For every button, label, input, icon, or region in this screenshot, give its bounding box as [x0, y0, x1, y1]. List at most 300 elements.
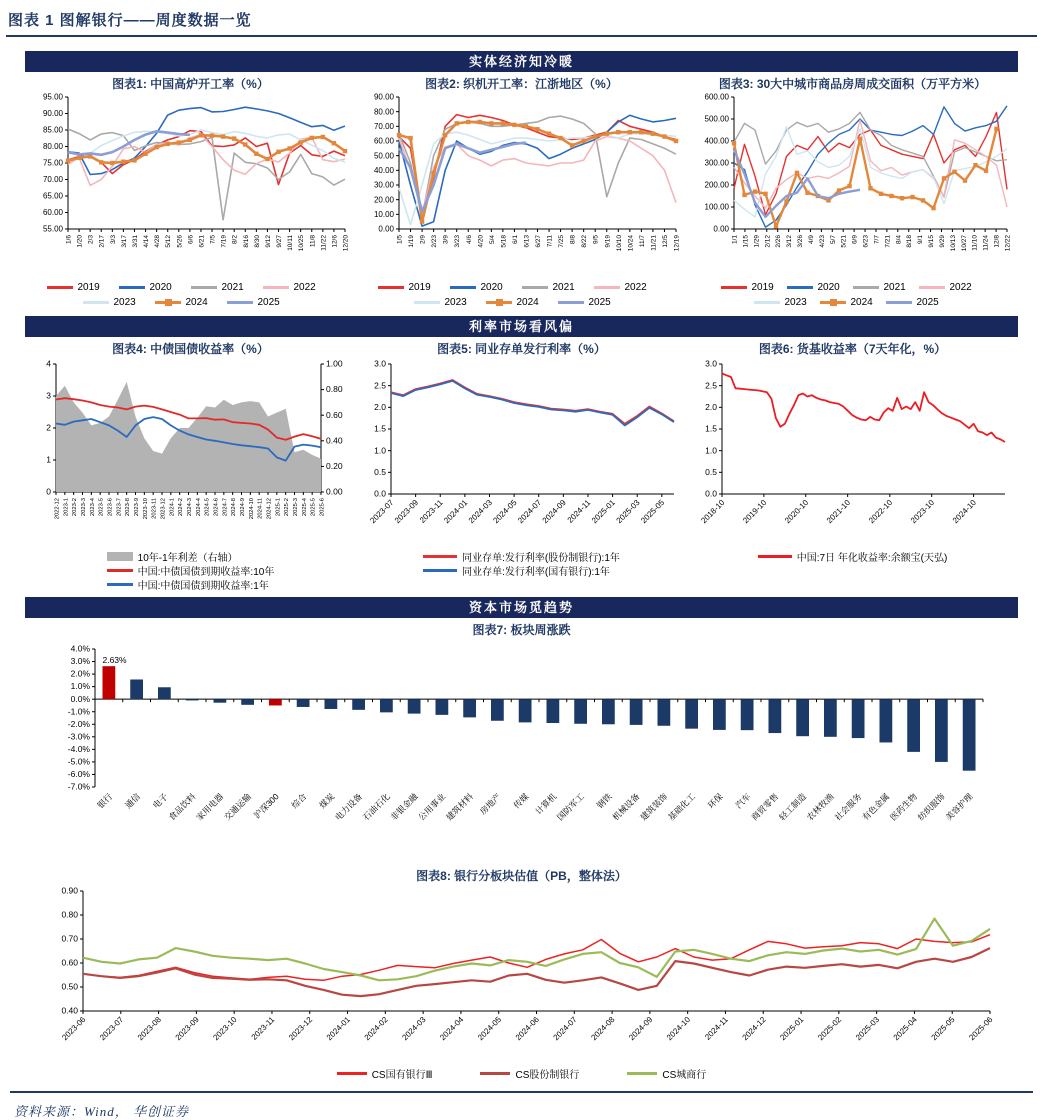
svg-text:70.00: 70.00: [42, 175, 63, 185]
svg-text:1.5: 1.5: [705, 423, 717, 434]
legend-line-swatch: [263, 286, 289, 289]
svg-text:200.00: 200.00: [704, 180, 729, 190]
svg-text:9/19: 9/19: [604, 235, 612, 248]
legend-line-swatch: [853, 286, 879, 289]
svg-text:2025-05: 2025-05: [639, 498, 667, 526]
svg-text:2: 2: [46, 422, 51, 433]
legend-label: 2019: [751, 282, 774, 293]
legend-item: [107, 577, 275, 591]
legend-item: [107, 549, 275, 563]
svg-text:2024-7: 2024-7: [222, 498, 229, 517]
svg-text:2023-10: 2023-10: [211, 1015, 239, 1043]
legend-line-swatch: [627, 1072, 657, 1075]
legend-line-swatch: [119, 286, 145, 289]
legend-line-swatch: [337, 1072, 367, 1075]
legend-item: [594, 280, 666, 295]
svg-text:0: 0: [46, 486, 51, 497]
svg-text:10/10: 10/10: [615, 235, 623, 252]
svg-text:2025-03: 2025-03: [614, 498, 642, 526]
svg-text:2024-08: 2024-08: [589, 1015, 617, 1043]
svg-text:8/2: 8/2: [231, 235, 239, 245]
svg-text:3.0: 3.0: [374, 358, 386, 369]
source-note: 资料来源：Wind， 华创证券: [14, 1104, 189, 1119]
svg-text:2022-12: 2022-12: [54, 498, 61, 520]
svg-text:60.00: 60.00: [42, 208, 63, 218]
svg-text:1.00: 1.00: [326, 358, 343, 369]
svg-text:95.00: 95.00: [42, 92, 63, 102]
svg-text:5/21: 5/21: [840, 235, 848, 248]
svg-text:3.0: 3.0: [705, 358, 717, 369]
svg-text:-3.0%: -3.0%: [67, 731, 90, 742]
svg-text:80.00: 80.00: [42, 142, 63, 152]
svg-text:6/9: 6/9: [851, 235, 859, 245]
svg-text:3/26: 3/26: [797, 235, 805, 248]
svg-text:2024-3: 2024-3: [187, 498, 193, 517]
legend-item: [486, 295, 558, 310]
legend-line-swatch: [594, 286, 620, 289]
svg-text:建筑装饰: 建筑装饰: [637, 791, 669, 823]
svg-text:2.63%: 2.63%: [101, 655, 127, 666]
svg-text:3.0%: 3.0%: [70, 656, 90, 667]
legend-item: [83, 295, 155, 310]
svg-text:11/10: 11/10: [971, 235, 979, 251]
svg-text:7/11: 7/11: [546, 235, 554, 248]
svg-text:0.5: 0.5: [705, 466, 717, 477]
legend-line-swatch: [486, 301, 512, 304]
svg-text:3/31: 3/31: [131, 235, 139, 248]
svg-text:2024-01: 2024-01: [442, 498, 470, 526]
svg-text:5/4: 5/4: [488, 235, 496, 245]
svg-text:11/22: 11/22: [320, 235, 328, 251]
svg-text:0.80: 0.80: [326, 384, 343, 395]
svg-text:2.5: 2.5: [374, 380, 386, 391]
svg-text:12/8: 12/8: [993, 235, 1001, 248]
svg-text:食品饮料: 食品饮料: [165, 791, 198, 823]
section-header-economy: 实体经济知冷暖: [25, 51, 1018, 72]
svg-text:0.0: 0.0: [705, 488, 717, 499]
legend-label: 2024: [516, 297, 539, 308]
title-divider: [6, 35, 1037, 37]
svg-text:8/30: 8/30: [253, 235, 261, 248]
svg-text:500.00: 500.00: [704, 114, 729, 124]
svg-text:公用事业: 公用事业: [415, 791, 447, 823]
legend-item: [480, 1066, 579, 1081]
svg-text:90.00: 90.00: [42, 109, 63, 119]
legend-line-swatch: [450, 286, 476, 289]
legend-item: [119, 280, 191, 295]
svg-text:医药生物: 医药生物: [887, 791, 919, 823]
svg-text:0.80: 0.80: [61, 909, 78, 920]
legend-line-swatch: [414, 301, 440, 304]
legend-label: 同业存单:发行利率(国有银行):1年: [462, 566, 610, 578]
svg-text:300.00: 300.00: [704, 158, 729, 168]
svg-text:2018-10: 2018-10: [699, 498, 727, 526]
svg-text:商贸零售: 商贸零售: [748, 791, 780, 823]
svg-text:12/20: 12/20: [342, 235, 350, 252]
svg-text:8/4: 8/4: [895, 235, 903, 245]
svg-text:2023-06: 2023-06: [60, 1015, 88, 1043]
legend-label: 2025: [588, 297, 611, 308]
panel-blast-furnace: [25, 72, 356, 310]
svg-text:1.5: 1.5: [374, 423, 386, 434]
svg-text:4: 4: [46, 358, 51, 369]
svg-text:建筑材料: 建筑材料: [443, 791, 475, 823]
legend-line-swatch: [191, 286, 217, 289]
legend-item: [627, 1066, 706, 1081]
legend-line-swatch: [47, 286, 73, 289]
legend-item: [155, 295, 227, 310]
legend-label: 2020: [817, 282, 840, 293]
legend-line-swatch: [227, 301, 253, 304]
svg-text:1: 1: [46, 454, 51, 465]
svg-text:2024-1: 2024-1: [169, 498, 176, 517]
svg-text:-6.0%: -6.0%: [67, 769, 90, 780]
svg-text:2025-05: 2025-05: [929, 1015, 957, 1043]
svg-text:12/5: 12/5: [661, 235, 669, 248]
charts-row-1: [25, 72, 1018, 310]
svg-text:100.00: 100.00: [704, 202, 729, 212]
svg-text:4.0%: 4.0%: [70, 643, 90, 654]
svg-text:50.00: 50.00: [373, 151, 394, 161]
svg-text:0.20: 0.20: [326, 461, 343, 471]
svg-text:6/6: 6/6: [187, 235, 195, 245]
svg-text:4/9: 4/9: [807, 235, 815, 245]
svg-text:6/23: 6/23: [862, 235, 870, 248]
legend-label: 2023: [113, 297, 136, 308]
svg-text:汽车: 汽车: [732, 791, 753, 811]
svg-text:-1.0%: -1.0%: [67, 706, 90, 717]
legend-label: 2024: [850, 297, 873, 308]
svg-text:2023-09: 2023-09: [392, 498, 421, 526]
svg-text:0.60: 0.60: [326, 409, 343, 420]
svg-text:-5.0%: -5.0%: [67, 756, 90, 767]
chart-svg: [688, 91, 1017, 275]
svg-text:2022-10: 2022-10: [867, 498, 895, 526]
svg-text:2024-10: 2024-10: [248, 498, 255, 520]
svg-text:7/25: 7/25: [558, 235, 566, 248]
panel-property-sales: [687, 72, 1018, 310]
svg-text:电力设备: 电力设备: [332, 791, 364, 823]
chart4-title: 图表4: 中债国债收益率（%）: [112, 342, 269, 356]
svg-text:计算机: 计算机: [532, 791, 558, 817]
svg-text:20.00: 20.00: [373, 195, 394, 205]
report-body: [25, 51, 1018, 1081]
chart1-legend: [41, 280, 341, 310]
svg-text:4/20: 4/20: [477, 235, 485, 248]
legend-label: 2023: [444, 297, 467, 308]
legend-line-swatch: [721, 286, 747, 289]
legend-line-swatch: [423, 569, 457, 572]
legend-item: [378, 280, 450, 295]
chart4-legend: [107, 549, 275, 591]
svg-text:6/1: 6/1: [511, 235, 519, 245]
svg-text:1/20: 1/20: [76, 235, 84, 248]
svg-text:2021-10: 2021-10: [824, 498, 853, 526]
legend-item: [919, 280, 985, 295]
legend-line-swatch: [820, 301, 846, 304]
legend-label: 中国:7日 年化收益率:余额宝(天弘): [796, 552, 948, 564]
svg-text:0.00: 0.00: [326, 486, 343, 497]
svg-text:1/15: 1/15: [742, 235, 750, 248]
svg-text:2/23: 2/23: [431, 235, 439, 248]
chart3-title: 图表3: 30大中城市商品房周成交面积（万平方米）: [718, 77, 987, 91]
svg-text:1/6: 1/6: [65, 235, 73, 245]
legend-label: 2020: [480, 282, 503, 293]
svg-text:7/19: 7/19: [220, 235, 228, 248]
chart2-title: 图表2: 织机开工率：江浙地区（%）: [425, 77, 618, 91]
svg-text:2025-1: 2025-1: [275, 498, 282, 517]
svg-text:2023-9: 2023-9: [134, 498, 140, 517]
svg-text:8/18: 8/18: [906, 235, 914, 248]
svg-text:80.00: 80.00: [373, 107, 394, 117]
legend-line-swatch: [754, 301, 780, 304]
svg-text:2025-03: 2025-03: [853, 1015, 882, 1043]
legend-item: [450, 280, 522, 295]
legend-item: [107, 563, 275, 577]
svg-text:2025-01: 2025-01: [589, 498, 618, 526]
svg-text:0.50: 0.50: [61, 981, 78, 992]
panel-bond-yield: [25, 337, 356, 591]
svg-text:9/29: 9/29: [938, 234, 946, 248]
svg-text:2.5: 2.5: [705, 380, 717, 391]
svg-text:房地产: 房地产: [477, 791, 503, 817]
svg-text:1.0: 1.0: [705, 445, 717, 456]
chart3-property-canvas: [688, 91, 1017, 280]
svg-text:2024-05: 2024-05: [475, 1015, 504, 1043]
svg-text:2023-3: 2023-3: [81, 498, 87, 517]
svg-text:1/5: 1/5: [396, 235, 404, 245]
svg-text:9/15: 9/15: [928, 235, 936, 248]
svg-text:钢铁: 钢铁: [594, 791, 614, 811]
legend-item: [758, 549, 948, 563]
legend-area-swatch: [107, 552, 133, 561]
svg-text:2025-4: 2025-4: [301, 498, 308, 517]
svg-text:30.00: 30.00: [373, 180, 394, 190]
svg-text:2024-4: 2024-4: [195, 498, 202, 517]
svg-text:0.0: 0.0: [374, 488, 386, 499]
legend-line-swatch: [480, 1072, 510, 1075]
legend-line-swatch: [886, 301, 912, 304]
legend-label: 同业存单:发行利率(股份制银行):1年: [462, 552, 620, 564]
svg-text:4/14: 4/14: [143, 235, 151, 248]
svg-text:2023-10: 2023-10: [142, 498, 149, 520]
svg-text:0.90: 0.90: [61, 885, 78, 896]
svg-text:2024-11: 2024-11: [703, 1015, 730, 1042]
svg-text:2024-09: 2024-09: [540, 498, 568, 526]
chart1-blast-furnace-canvas: [26, 91, 355, 280]
svg-text:2/3: 2/3: [87, 235, 95, 245]
legend-label: 2025: [916, 297, 939, 308]
svg-text:2023-12: 2023-12: [160, 498, 167, 520]
svg-text:石油石化: 石油石化: [360, 791, 392, 823]
page-title: 图表 1 图解银行——周度数据一览: [8, 12, 252, 29]
legend-line-swatch: [919, 286, 945, 289]
svg-text:2024-09: 2024-09: [627, 1015, 655, 1043]
svg-text:3/17: 3/17: [120, 235, 128, 248]
svg-text:社会服务: 社会服务: [831, 791, 864, 823]
legend-line-swatch: [758, 555, 792, 558]
svg-text:40.00: 40.00: [373, 165, 394, 175]
chart5-title: 图表5: 同业存单发行利率（%）: [437, 342, 606, 356]
svg-text:3/23: 3/23: [454, 235, 462, 248]
legend-item: [853, 280, 919, 295]
svg-text:600.00: 600.00: [704, 92, 729, 102]
svg-text:11/8: 11/8: [309, 235, 317, 248]
svg-text:机械设备: 机械设备: [609, 791, 642, 823]
chart2-legend: [372, 280, 672, 310]
legend-label: 中国:中债国债到期收益率:1年: [137, 580, 269, 592]
svg-text:2/17: 2/17: [98, 235, 106, 248]
chart7-sector-bars-canvas: [25, 637, 1018, 864]
legend-item: [522, 280, 594, 295]
panel-money-fund: [687, 337, 1018, 591]
svg-text:75.00: 75.00: [42, 158, 63, 168]
chart2-loom-canvas: [357, 91, 686, 280]
svg-text:2024-07: 2024-07: [551, 1015, 579, 1043]
svg-text:11/21: 11/21: [650, 235, 658, 251]
legend-label: 2023: [784, 297, 807, 308]
chart-svg: [688, 356, 1017, 544]
svg-text:10.00: 10.00: [373, 209, 394, 219]
svg-text:0.00: 0.00: [378, 224, 394, 234]
svg-text:5/18: 5/18: [500, 235, 508, 248]
legend-label: 2024: [185, 297, 208, 308]
legend-item: [263, 280, 335, 295]
svg-text:2025-02: 2025-02: [816, 1015, 844, 1043]
svg-text:11/24: 11/24: [982, 235, 990, 251]
svg-text:2025-01: 2025-01: [778, 1015, 806, 1043]
svg-text:2023-4: 2023-4: [89, 498, 96, 517]
chart6-title: 图表6: 货基收益率（7天年化，%）: [758, 342, 947, 356]
svg-text:9/27: 9/27: [276, 235, 284, 248]
chart5-ncd-canvas: [357, 356, 686, 549]
legend-line-swatch: [378, 286, 404, 289]
legend-label: 2021: [883, 282, 906, 293]
chart1-title: 图表1: 中国高炉开工率（%）: [112, 77, 269, 91]
svg-text:3/12: 3/12: [786, 235, 794, 248]
svg-text:2024-04: 2024-04: [438, 1015, 466, 1043]
section-header-rates: 利率市场看风偏: [25, 316, 1018, 337]
svg-text:2023-08: 2023-08: [135, 1015, 163, 1043]
legend-item: [754, 295, 820, 310]
svg-text:2024-03: 2024-03: [400, 1015, 428, 1043]
svg-text:5/12: 5/12: [165, 235, 173, 248]
svg-text:2019-10: 2019-10: [741, 498, 769, 526]
svg-text:85.00: 85.00: [42, 125, 63, 135]
charts-row-2: [25, 337, 1018, 591]
section-header-capital: 资本市场觅趋势: [25, 597, 1018, 618]
chart-svg: [26, 91, 355, 275]
source-divider: [10, 1091, 1033, 1093]
panel-ncd-rate: [356, 337, 687, 591]
panel-loom-rate: [356, 72, 687, 310]
svg-text:2023-1: 2023-1: [63, 498, 70, 517]
svg-text:美容护理: 美容护理: [942, 791, 975, 823]
svg-text:7/5: 7/5: [209, 235, 217, 245]
svg-text:0.5: 0.5: [374, 466, 386, 477]
svg-text:2023-8: 2023-8: [125, 498, 132, 517]
svg-text:通信: 通信: [122, 791, 142, 811]
svg-text:2024-10: 2024-10: [664, 1015, 693, 1043]
legend-item: [886, 295, 952, 310]
svg-text:2024-11: 2024-11: [257, 498, 264, 519]
chart8-pb-canvas: [25, 883, 1018, 1066]
legend-label: CS国有银行Ⅲ: [371, 1070, 433, 1081]
chart-svg: [47, 637, 997, 859]
chart7-title: 图表7: 板块周涨跌: [472, 623, 571, 637]
svg-text:环保: 环保: [705, 791, 725, 811]
svg-text:6/13: 6/13: [523, 235, 531, 248]
svg-text:2023-12: 2023-12: [287, 1015, 315, 1043]
svg-text:2024-02: 2024-02: [362, 1015, 390, 1043]
legend-label: 2020: [149, 282, 172, 293]
svg-text:0.0%: 0.0%: [70, 693, 90, 704]
svg-text:65.00: 65.00: [42, 191, 63, 201]
svg-text:2025-3: 2025-3: [293, 498, 299, 517]
svg-text:1.0%: 1.0%: [70, 681, 90, 692]
legend-label: 2019: [77, 282, 100, 293]
svg-text:10/25: 10/25: [298, 235, 306, 252]
svg-text:7/7: 7/7: [873, 235, 881, 245]
legend-label: CS城商行: [662, 1070, 707, 1081]
legend-line-swatch: [107, 569, 133, 572]
chart6-legend: [758, 549, 948, 563]
svg-text:2024-01: 2024-01: [324, 1015, 352, 1043]
svg-text:12/19: 12/19: [673, 235, 681, 252]
svg-text:-7.0%: -7.0%: [67, 781, 90, 792]
svg-text:0.60: 0.60: [61, 957, 78, 968]
svg-text:12/22: 12/22: [1004, 235, 1012, 252]
chart8-title: 图表8: 银行分板块估值（PB，整体法）: [416, 869, 627, 883]
svg-text:-2.0%: -2.0%: [67, 718, 90, 729]
svg-text:5/26: 5/26: [176, 235, 184, 248]
svg-text:2023-5: 2023-5: [98, 498, 105, 517]
svg-text:5/7: 5/7: [829, 235, 837, 245]
svg-text:2023-6: 2023-6: [107, 498, 114, 517]
svg-text:70.00: 70.00: [373, 121, 394, 131]
chart6-moneyfund-canvas: [688, 356, 1017, 549]
svg-text:纺织服饰: 纺织服饰: [915, 791, 947, 823]
svg-text:2025-5: 2025-5: [310, 498, 317, 517]
legend-item: [227, 295, 299, 310]
svg-text:2023-7: 2023-7: [116, 498, 123, 517]
svg-text:2023-07: 2023-07: [368, 498, 396, 526]
svg-text:2023-11: 2023-11: [151, 498, 158, 519]
svg-text:9/12: 9/12: [264, 235, 272, 248]
svg-text:2024-05: 2024-05: [491, 498, 519, 526]
svg-text:90.00: 90.00: [373, 92, 394, 102]
svg-text:2024-5: 2024-5: [204, 498, 211, 517]
legend-line-swatch: [107, 583, 133, 586]
svg-text:煤炭: 煤炭: [316, 791, 336, 811]
svg-text:1/19: 1/19: [408, 235, 416, 248]
svg-text:基础化工: 基础化工: [665, 791, 697, 823]
svg-text:10/13: 10/13: [949, 235, 957, 252]
svg-text:1/29: 1/29: [753, 235, 761, 248]
svg-text:1/1: 1/1: [731, 235, 739, 245]
svg-text:2/26: 2/26: [775, 235, 783, 248]
legend-label: 10年-1年利差（右轴）: [137, 552, 238, 564]
svg-text:3/9: 3/9: [442, 235, 450, 245]
svg-text:2024-2: 2024-2: [178, 498, 185, 517]
chart-svg: [357, 91, 686, 275]
svg-text:交通运输: 交通运输: [221, 791, 253, 823]
svg-text:2023-09: 2023-09: [173, 1015, 201, 1043]
legend-label: 2021: [221, 282, 244, 293]
legend-item: [558, 295, 630, 310]
svg-text:6/27: 6/27: [535, 235, 542, 248]
svg-text:2023-11: 2023-11: [249, 1015, 277, 1042]
